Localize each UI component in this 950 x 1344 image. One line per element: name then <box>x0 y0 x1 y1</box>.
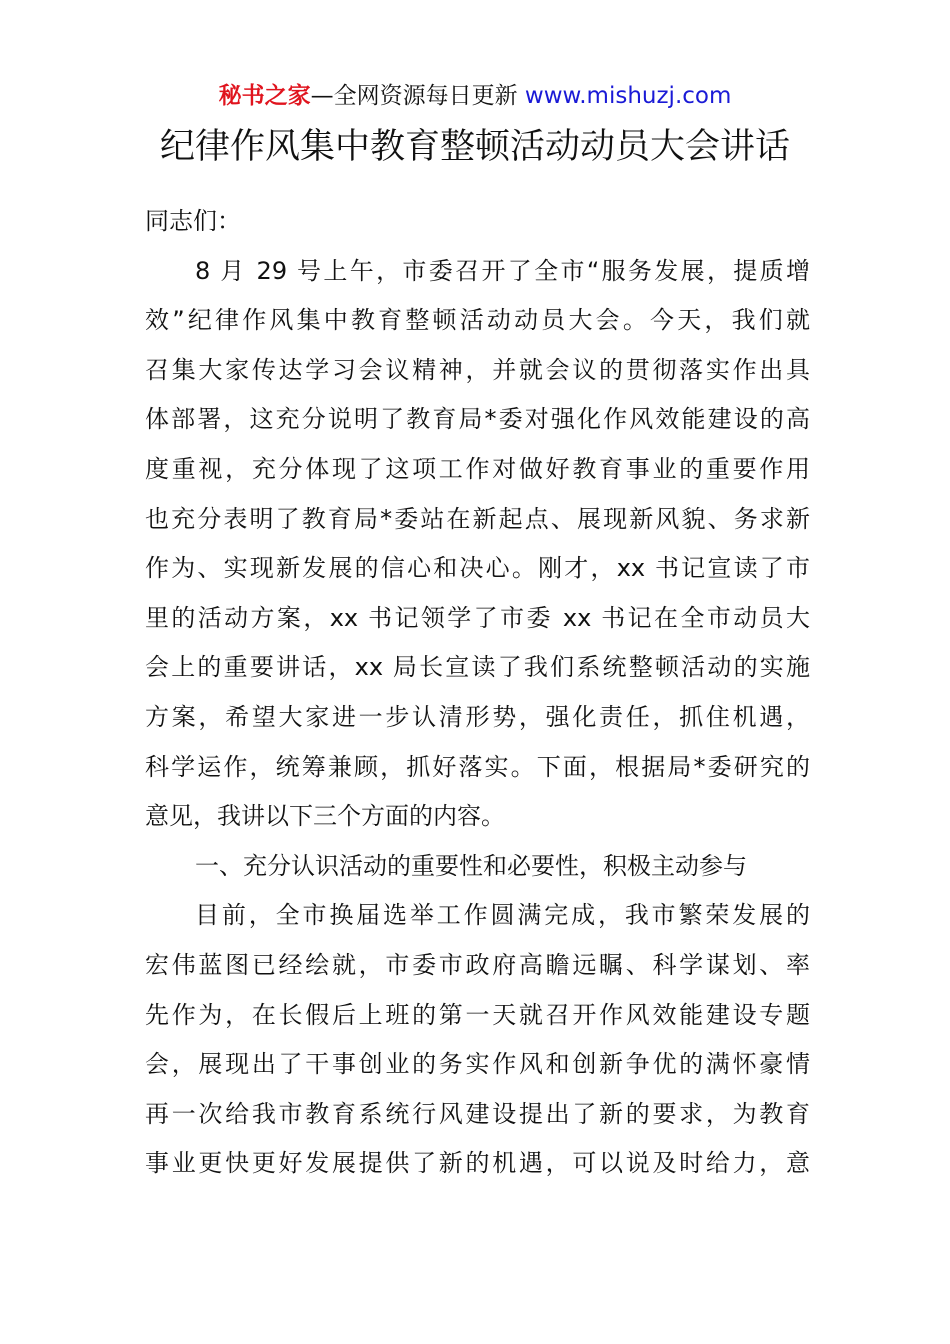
paragraph-line: 事业更快更好发展提供了新的机遇，可以说及时给力，意 <box>145 1149 810 1178</box>
salutation-line: 同志们： <box>145 207 241 235</box>
site-header <box>0 80 950 112</box>
paragraph-line: 再一次给我市教育系统行风建设提出了新的要求，为教育 <box>145 1099 810 1128</box>
paragraph-line: 方案，希望大家进一步认清形势，强化责任，抓住机遇， <box>145 702 810 731</box>
paragraph-line: 度重视，充分体现了这项工作对做好教育事业的重要作用 <box>145 454 810 483</box>
paragraph-line: 会上的重要讲话，xx 局长宣读了我们系统整顿活动的实施 <box>145 653 810 682</box>
paragraph-line: 里的活动方案，xx 书记领学了市委 xx 书记在全市动员大 <box>145 603 810 632</box>
paragraph-line: 召集大家传达学习会议精神，并就会议的贯彻落实作出具 <box>145 355 810 384</box>
paragraph-line: 科学运作，统筹兼顾，抓好落实。下面，根据局*委研究的 <box>145 752 810 781</box>
paragraph-line: 8 月 29 号上午，市委召开了全市“服务发展，提质增 <box>195 256 810 285</box>
document-title: 纪律作风集中教育整顿活动动员大会讲话 <box>159 127 790 167</box>
paragraph-line: 先作为，在长假后上班的第一天就召开作风效能建设专题 <box>145 1000 810 1029</box>
site-url-link[interactable]: www.mishuzj.com <box>517 83 732 109</box>
paragraph-line: 也充分表明了教育局*委站在新起点、展现新风貌、务求新 <box>145 504 810 533</box>
paragraph-line: 目前，全市换届选举工作圆满完成，我市繁荣发展的 <box>195 901 810 930</box>
section-heading: 一、充分认识活动的重要性和必要性，积极主动参与 <box>195 851 747 880</box>
paragraph-line: 作为、实现新发展的信心和决心。刚才，xx 书记宣读了市 <box>145 554 810 583</box>
paragraph-line: 效”纪律作风集中教育整顿活动动员大会。今天，我们就 <box>145 306 810 335</box>
paragraph-line: 意见，我讲以下三个方面的内容。 <box>145 802 505 831</box>
header-tagline: —全网资源每日更新 <box>310 83 518 109</box>
document-body <box>145 197 810 1189</box>
paragraph-line: 会，展现出了干事创业的务实作风和创新争优的满怀豪情 <box>145 1050 810 1079</box>
paragraph-line: 体部署，这充分说明了教育局*委对强化作风效能建设的高 <box>145 405 810 434</box>
paragraph-line: 宏伟蓝图已经绘就，市委市政府高瞻远瞩、科学谋划、率 <box>145 950 810 979</box>
brand-name: 秘书之家 <box>218 83 311 109</box>
